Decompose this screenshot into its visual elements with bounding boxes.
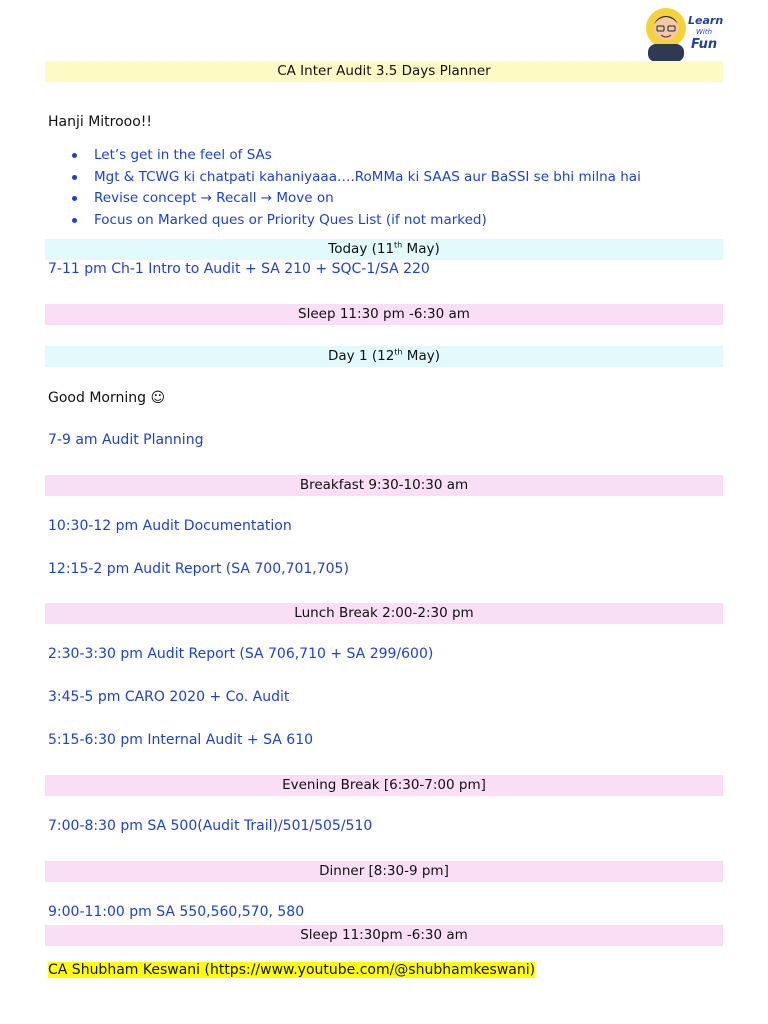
task-audit-report-1: 12:15-2 pm Audit Report (SA 700,701,705) (48, 561, 349, 577)
list-item: Revise concept → Recall → Move on (72, 188, 641, 210)
list-item: Focus on Marked ques or Priority Ques List (if not marked) (72, 210, 641, 232)
learn-with-fun-logo (636, 4, 726, 62)
task-sa-500: 7:00-8:30 pm SA 500(Audit Trail)/501/505/510 (48, 818, 373, 834)
svg-text:Fun: Fun (691, 37, 718, 52)
list-item: Let’s get in the feel of SAs (72, 145, 641, 167)
evening-break-band: Evening Break [6:30-7:00 pm] (45, 775, 723, 796)
task-internal-audit: 5:15-6:30 pm Internal Audit + SA 610 (48, 732, 314, 748)
breakfast-band: Breakfast 9:30-10:30 am (45, 475, 723, 496)
planner-title: CA Inter Audit 3.5 Days Planner (45, 61, 723, 82)
svg-text:With: With (696, 28, 713, 36)
intro-bullet-list (72, 145, 641, 231)
task-audit-documentation: 10:30-12 pm Audit Documentation (48, 518, 292, 534)
footer-credit-text[interactable]: CA Shubham Keswani (https://www.youtube.com/@shubhamkeswani) (48, 962, 536, 978)
greeting: Hanji Mitrooo!! (48, 114, 153, 130)
day1-header: Day 1 (12th May) (45, 346, 723, 367)
sleep-band-2: Sleep 11:30pm -6:30 am (45, 925, 723, 946)
task-sa-550: 9:00-11:00 pm SA 550,560,570, 580 (48, 904, 305, 920)
today-header: Today (11th May) (45, 239, 723, 260)
task-audit-planning: 7-9 am Audit Planning (48, 432, 204, 448)
task-caro: 3:45-5 pm CARO 2020 + Co. Audit (48, 689, 290, 705)
dinner-band: Dinner [8:30-9 pm] (45, 861, 723, 882)
footer-credit (48, 962, 535, 978)
sleep-band-1: Sleep 11:30 pm -6:30 am (45, 304, 723, 325)
today-task: 7-11 pm Ch-1 Intro to Audit + SA 210 + SQC-1/SA 220 (48, 261, 430, 277)
task-audit-report-2: 2:30-3:30 pm Audit Report (SA 706,710 + SA 299/600) (48, 646, 434, 662)
lunch-band: Lunch Break 2:00-2:30 pm (45, 603, 723, 624)
list-item: Mgt & TCWG ki chatpati kahaniyaaa….RoMMa ki SAAS aur BaSSI se bhi milna hai (72, 167, 641, 189)
svg-text:Learn: Learn (688, 14, 724, 27)
good-morning: Good Morning ☺ (48, 390, 166, 406)
